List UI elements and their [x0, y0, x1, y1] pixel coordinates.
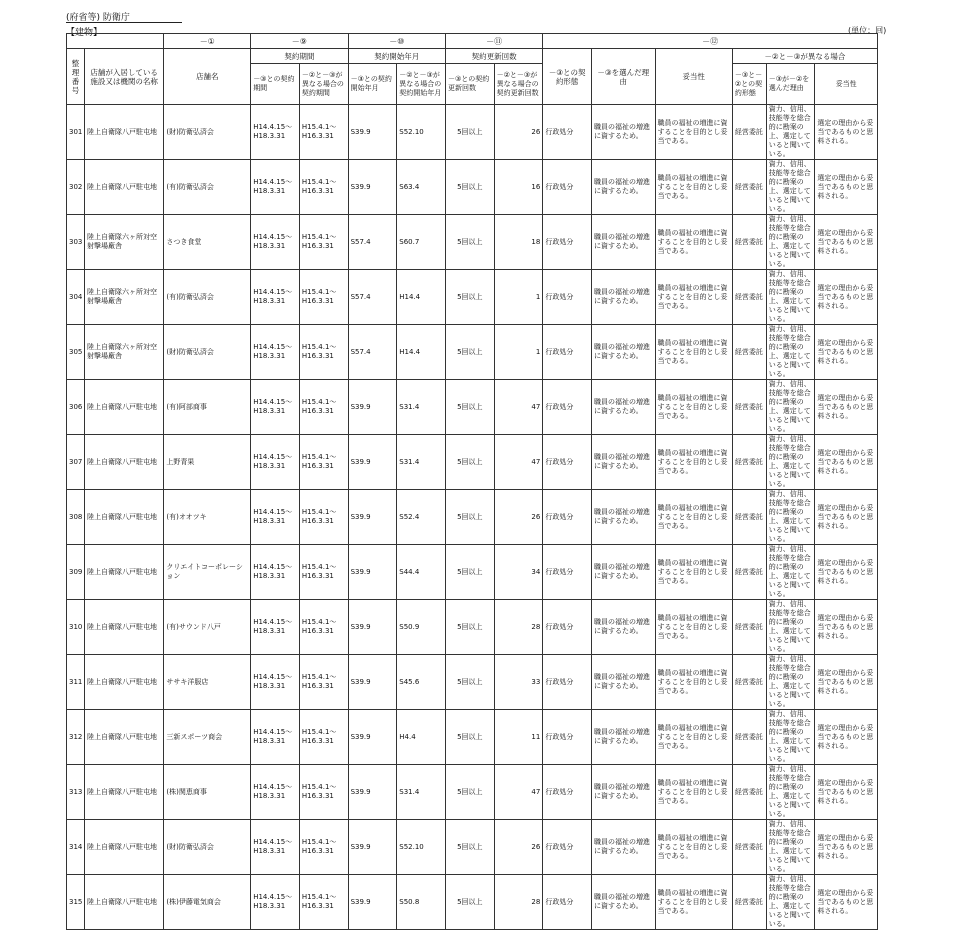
cell-period3: H14.4.15～H18.3.31: [251, 820, 300, 875]
cell-form3: 行政処分: [543, 325, 592, 380]
cell-facility: 陸上自衛隊六ヶ所対空射撃場廠舎: [84, 325, 163, 380]
cell-start3: S39.9: [348, 820, 397, 875]
cell-form2: 経営委託: [732, 105, 766, 160]
cell-period23: H15.4.1～H16.3.31: [299, 820, 348, 875]
cell-form3: 行政処分: [543, 545, 592, 600]
cell-form2: 経営委託: [732, 820, 766, 875]
cell-period3: H14.4.15～H18.3.31: [251, 325, 300, 380]
cell-period23: H15.4.1～H16.3.31: [299, 160, 348, 215]
cell-reason2: 資力、信用、技能等を総合的に勘案の上、選定していると聞いている。: [766, 270, 815, 325]
cell-renew3: 5回以上: [445, 490, 494, 545]
cell-reason2: 資力、信用、技能等を総合的に勘案の上、選定していると聞いている。: [766, 765, 815, 820]
cell-reason3: 職員の福祉の増進に資するため。: [592, 325, 656, 380]
cell-no: 311: [67, 655, 85, 710]
cell-reason3: 職員の福祉の増進に資するため。: [592, 545, 656, 600]
cell-renew3: 5回以上: [445, 160, 494, 215]
cell-period23: H15.4.1～H16.3.31: [299, 600, 348, 655]
cell-no: 315: [67, 875, 85, 930]
cell-renew3: 5回以上: [445, 820, 494, 875]
cell-store: (財)防衛弘済会: [164, 820, 251, 875]
cell-validity: 職員の福祉の増進に資することを目的とし妥当である。: [655, 325, 732, 380]
cell-renew23: 26: [494, 490, 543, 545]
cell-renew3: 5回以上: [445, 545, 494, 600]
header-diff-case: －②と－③が異なる場合: [732, 49, 877, 64]
cell-reason2: 資力、信用、技能等を総合的に勘案の上、選定していると聞いている。: [766, 545, 815, 600]
cell-period3: H14.4.15～H18.3.31: [251, 270, 300, 325]
cell-store: (株)関恵商事: [164, 765, 251, 820]
cell-validity2: 選定の理由から妥当であるものと思料される。: [815, 270, 878, 325]
cell-form2: 経営委託: [732, 710, 766, 765]
cell-reason3: 職員の福祉の増進に資するため。: [592, 655, 656, 710]
cell-reason3: 職員の福祉の増進に資するため。: [592, 380, 656, 435]
contracts-table: [66, 33, 878, 930]
cell-facility: 陸上自衛隊八戸駐屯地: [84, 600, 163, 655]
cell-renew23: 47: [494, 765, 543, 820]
cell-form3: 行政処分: [543, 105, 592, 160]
cell-validity: 職員の福祉の増進に資することを目的とし妥当である。: [655, 105, 732, 160]
cell-form3: 行政処分: [543, 600, 592, 655]
cell-form3: 行政処分: [543, 270, 592, 325]
cell-renew3: 5回以上: [445, 710, 494, 765]
header-store: 店舗名: [164, 49, 251, 105]
cell-renew23: 47: [494, 435, 543, 490]
cell-no: 304: [67, 270, 85, 325]
cell-renew23: 16: [494, 160, 543, 215]
header-facility: 店舗が入居している施設又は機関の名称: [84, 49, 163, 105]
cell-renew3: 5回以上: [445, 655, 494, 710]
cell-store: (有)オオツキ: [164, 490, 251, 545]
cell-renew3: 5回以上: [445, 765, 494, 820]
cell-start3: S39.9: [348, 655, 397, 710]
cell-period3: H14.4.15～H18.3.31: [251, 435, 300, 490]
cell-form3: 行政処分: [543, 820, 592, 875]
cell-period23: H15.4.1～H16.3.31: [299, 655, 348, 710]
cell-renew23: 28: [494, 875, 543, 930]
cell-facility: 陸上自衛隊八戸駐屯地: [84, 710, 163, 765]
cell-period23: H15.4.1～H16.3.31: [299, 545, 348, 600]
cell-validity: 職員の福祉の増進に資することを目的とし妥当である。: [655, 710, 732, 765]
cell-reason2: 資力、信用、技能等を総合的に勘案の上、選定していると聞いている。: [766, 380, 815, 435]
cell-start23: H14.4: [397, 325, 446, 380]
table-row: [67, 160, 878, 215]
cell-store: (財)防衛弘済会: [164, 105, 251, 160]
cell-facility: 陸上自衛隊八戸駐屯地: [84, 875, 163, 930]
header-row-groups: [67, 34, 878, 49]
cell-store: 上野青果: [164, 435, 251, 490]
cell-reason3: 職員の福祉の増進に資するため。: [592, 490, 656, 545]
cell-validity: 職員の福祉の増進に資することを目的とし妥当である。: [655, 160, 732, 215]
cell-store: さつき食堂: [164, 215, 251, 270]
cell-start3: S39.9: [348, 765, 397, 820]
cell-start3: S39.9: [348, 490, 397, 545]
cell-renew3: 5回以上: [445, 105, 494, 160]
cell-no: 313: [67, 765, 85, 820]
header-contract-start: 契約開始年月: [348, 49, 445, 64]
cell-start23: S31.4: [397, 380, 446, 435]
cell-start3: S39.9: [348, 435, 397, 490]
cell-validity: 職員の福祉の増進に資することを目的とし妥当である。: [655, 765, 732, 820]
cell-validity: 職員の福祉の増進に資することを目的とし妥当である。: [655, 380, 732, 435]
cell-reason2: 資力、信用、技能等を総合的に勘案の上、選定していると聞いている。: [766, 655, 815, 710]
cell-no: 306: [67, 380, 85, 435]
cell-form3: 行政処分: [543, 655, 592, 710]
header-group-11: －⑪: [445, 34, 542, 49]
cell-period23: H15.4.1～H16.3.31: [299, 380, 348, 435]
cell-period3: H14.4.15～H18.3.31: [251, 105, 300, 160]
cell-period23: H15.4.1～H16.3.31: [299, 710, 348, 765]
cell-reason3: 職員の福祉の増進に資するため。: [592, 710, 656, 765]
cell-renew3: 5回以上: [445, 325, 494, 380]
cell-no: 314: [67, 820, 85, 875]
cell-facility: 陸上自衛隊八戸駐屯地: [84, 380, 163, 435]
cell-validity2: 選定の理由から妥当であるものと思料される。: [815, 105, 878, 160]
table-row: [67, 435, 878, 490]
cell-reason2: 資力、信用、技能等を総合的に勘案の上、選定していると聞いている。: [766, 325, 815, 380]
cell-reason3: 職員の福祉の増進に資するため。: [592, 435, 656, 490]
table-row: [67, 490, 878, 545]
table-row: [67, 270, 878, 325]
cell-form2: 経営委託: [732, 325, 766, 380]
cell-renew3: 5回以上: [445, 380, 494, 435]
cell-facility: 陸上自衛隊八戸駐屯地: [84, 490, 163, 545]
cell-validity2: 選定の理由から妥当であるものと思料される。: [815, 160, 878, 215]
cell-start3: S39.9: [348, 710, 397, 765]
cell-validity: 職員の福祉の増進に資することを目的とし妥当である。: [655, 600, 732, 655]
cell-reason2: 資力、信用、技能等を総合的に勘案の上、選定していると聞いている。: [766, 710, 815, 765]
cell-renew3: 5回以上: [445, 270, 494, 325]
cell-start23: S63.4: [397, 160, 446, 215]
cell-reason3: 職員の福祉の増進に資するため。: [592, 820, 656, 875]
cell-period3: H14.4.15～H18.3.31: [251, 765, 300, 820]
cell-form2: 経営委託: [732, 490, 766, 545]
cell-start3: S39.9: [348, 160, 397, 215]
cell-period23: H15.4.1～H16.3.31: [299, 215, 348, 270]
cell-facility: 陸上自衛隊八戸駐屯地: [84, 435, 163, 490]
cell-period3: H14.4.15～H18.3.31: [251, 215, 300, 270]
cell-period23: H15.4.1～H16.3.31: [299, 435, 348, 490]
cell-no: 310: [67, 600, 85, 655]
cell-reason3: 職員の福祉の増進に資するため。: [592, 160, 656, 215]
header-blank: [67, 34, 164, 49]
cell-validity2: 選定の理由から妥当であるものと思料される。: [815, 765, 878, 820]
cell-validity: 職員の福祉の増進に資することを目的とし妥当である。: [655, 655, 732, 710]
cell-start3: S39.9: [348, 380, 397, 435]
cell-start3: S39.9: [348, 105, 397, 160]
cell-validity2: 選定の理由から妥当であるものと思料される。: [815, 655, 878, 710]
cell-validity2: 選定の理由から妥当であるものと思料される。: [815, 215, 878, 270]
header-c3-renew: －③との契約更新回数: [445, 64, 494, 105]
cell-form3: 行政処分: [543, 875, 592, 930]
cell-validity2: 選定の理由から妥当であるものと思料される。: [815, 325, 878, 380]
cell-validity: 職員の福祉の増進に資することを目的とし妥当である。: [655, 435, 732, 490]
cell-validity2: 選定の理由から妥当であるものと思料される。: [815, 490, 878, 545]
cell-start23: S50.8: [397, 875, 446, 930]
cell-form3: 行政処分: [543, 710, 592, 765]
cell-no: 308: [67, 490, 85, 545]
cell-period3: H14.4.15～H18.3.31: [251, 545, 300, 600]
cell-period23: H15.4.1～H16.3.31: [299, 490, 348, 545]
cell-reason3: 職員の福祉の増進に資するため。: [592, 215, 656, 270]
cell-start23: S50.9: [397, 600, 446, 655]
cell-form2: 経営委託: [732, 655, 766, 710]
header-c3-start: －③との契約開始年月: [348, 64, 397, 105]
cell-no: 309: [67, 545, 85, 600]
cell-store: クリエイトコーポレーション: [164, 545, 251, 600]
cell-form2: 経営委託: [732, 435, 766, 490]
cell-form2: 経営委託: [732, 765, 766, 820]
cell-validity: 職員の福祉の増進に資することを目的とし妥当である。: [655, 545, 732, 600]
cell-store: (有)防衛弘済会: [164, 160, 251, 215]
cell-reason3: 職員の福祉の増進に資するため。: [592, 765, 656, 820]
header-c3-period: －③との契約期間: [251, 64, 300, 105]
cell-reason2: 資力、信用、技能等を総合的に勘案の上、選定していると聞いている。: [766, 600, 815, 655]
cell-form3: 行政処分: [543, 160, 592, 215]
cell-store: ササキ洋服店: [164, 655, 251, 710]
cell-store: (財)防衛弘済会: [164, 325, 251, 380]
cell-renew3: 5回以上: [445, 600, 494, 655]
cell-renew23: 33: [494, 655, 543, 710]
header-group-1: －①: [164, 34, 251, 49]
header-form2: －③と－②との契約形態: [732, 64, 766, 105]
table-row: [67, 325, 878, 380]
table-row: [67, 600, 878, 655]
cell-renew3: 5回以上: [445, 435, 494, 490]
cell-reason3: 職員の福祉の増進に資するため。: [592, 600, 656, 655]
category-label: 【建物】: [66, 28, 103, 38]
cell-renew23: 1: [494, 270, 543, 325]
cell-start23: S52.10: [397, 105, 446, 160]
cell-period3: H14.4.15～H18.3.31: [251, 160, 300, 215]
cell-renew23: 18: [494, 215, 543, 270]
cell-validity2: 選定の理由から妥当であるものと思料される。: [815, 435, 878, 490]
cell-period3: H14.4.15～H18.3.31: [251, 875, 300, 930]
cell-facility: 陸上自衛隊八戸駐屯地: [84, 545, 163, 600]
cell-facility: 陸上自衛隊八戸駐屯地: [84, 160, 163, 215]
cell-start23: S31.4: [397, 765, 446, 820]
cell-period23: H15.4.1～H16.3.31: [299, 270, 348, 325]
cell-period3: H14.4.15～H18.3.31: [251, 600, 300, 655]
cell-start23: S31.4: [397, 435, 446, 490]
cell-reason3: 職員の福祉の増進に資するため。: [592, 105, 656, 160]
cell-reason2: 資力、信用、技能等を総合的に勘案の上、選定していると聞いている。: [766, 215, 815, 270]
cell-store: (株)伊藤電気商会: [164, 875, 251, 930]
cell-form2: 経営委託: [732, 270, 766, 325]
cell-no: 301: [67, 105, 85, 160]
cell-form2: 経営委託: [732, 215, 766, 270]
header-validity: 妥当性: [655, 49, 732, 105]
cell-period3: H14.4.15～H18.3.31: [251, 490, 300, 545]
cell-validity: 職員の福祉の増進に資することを目的とし妥当である。: [655, 270, 732, 325]
cell-start3: S57.4: [348, 270, 397, 325]
cell-period3: H14.4.15～H18.3.31: [251, 380, 300, 435]
header-group-9: －⑨: [251, 34, 348, 49]
cell-facility: 陸上自衛隊六ヶ所対空射撃場廠舎: [84, 270, 163, 325]
cell-period23: H15.4.1～H16.3.31: [299, 325, 348, 380]
cell-form2: 経営委託: [732, 160, 766, 215]
cell-form2: 経営委託: [732, 380, 766, 435]
cell-reason2: 資力、信用、技能等を総合的に勘案の上、選定していると聞いている。: [766, 435, 815, 490]
cell-facility: 陸上自衛隊八戸駐屯地: [84, 655, 163, 710]
table-row: [67, 875, 878, 930]
cell-validity: 職員の福祉の増進に資することを目的とし妥当である。: [655, 820, 732, 875]
header-c23-start: －②と－③が異なる場合の契約開始年月: [397, 64, 446, 105]
cell-store: 三新スポーツ商会: [164, 710, 251, 765]
cell-no: 303: [67, 215, 85, 270]
table-row: [67, 105, 878, 160]
header-renewal-count: 契約更新回数: [445, 49, 542, 64]
cell-store: (有)阿部商事: [164, 380, 251, 435]
table-row: [67, 765, 878, 820]
cell-validity2: 選定の理由から妥当であるものと思料される。: [815, 875, 878, 930]
cell-reason2: 資力、信用、技能等を総合的に勘案の上、選定していると聞いている。: [766, 820, 815, 875]
cell-start3: S39.9: [348, 600, 397, 655]
cell-start3: S39.9: [348, 545, 397, 600]
cell-reason3: 職員の福祉の増進に資するため。: [592, 875, 656, 930]
cell-period23: H15.4.1～H16.3.31: [299, 105, 348, 160]
cell-reason2: 資力、信用、技能等を総合的に勘案の上、選定していると聞いている。: [766, 160, 815, 215]
header-validity2: 妥当性: [815, 64, 878, 105]
cell-form2: 経営委託: [732, 545, 766, 600]
cell-no: 307: [67, 435, 85, 490]
cell-store: (有)防衛弘済会: [164, 270, 251, 325]
cell-validity: 職員の福祉の増進に資することを目的とし妥当である。: [655, 875, 732, 930]
header-c23-period: －②と－③が異なる場合の契約期間: [299, 64, 348, 105]
cell-facility: 陸上自衛隊八戸駐屯地: [84, 820, 163, 875]
table-row: [67, 710, 878, 765]
cell-renew23: 28: [494, 600, 543, 655]
cell-start23: S52.10: [397, 820, 446, 875]
cell-reason2: 資力、信用、技能等を総合的に勘案の上、選定していると聞いている。: [766, 490, 815, 545]
header-reason2: －③が－②を選んだ理由: [766, 64, 815, 105]
cell-start23: S44.4: [397, 545, 446, 600]
cell-validity2: 選定の理由から妥当であるものと思料される。: [815, 710, 878, 765]
cell-start3: S57.4: [348, 325, 397, 380]
cell-facility: 陸上自衛隊六ヶ所対空射撃場廠舎: [84, 215, 163, 270]
header-reason3: －③を選んだ理由: [592, 49, 656, 105]
cell-start3: S39.9: [348, 875, 397, 930]
unit-label: (単位：回): [848, 26, 887, 35]
cell-form3: 行政処分: [543, 380, 592, 435]
cell-renew3: 5回以上: [445, 215, 494, 270]
header-c23-renew: －②と－③が異なる場合の契約更新回数: [494, 64, 543, 105]
cell-store: (有)サウンド八戸: [164, 600, 251, 655]
cell-period23: H15.4.1～H16.3.31: [299, 765, 348, 820]
cell-validity: 職員の福祉の増進に資することを目的とし妥当である。: [655, 490, 732, 545]
cell-form3: 行政処分: [543, 765, 592, 820]
cell-start23: S45.6: [397, 655, 446, 710]
header-contract-period: 契約期間: [251, 49, 348, 64]
table-row: [67, 215, 878, 270]
cell-facility: 陸上自衛隊八戸駐屯地: [84, 105, 163, 160]
cell-renew23: 47: [494, 380, 543, 435]
cell-renew23: 1: [494, 325, 543, 380]
cell-validity2: 選定の理由から妥当であるものと思料される。: [815, 820, 878, 875]
table-row: [67, 380, 878, 435]
cell-validity2: 選定の理由から妥当であるものと思料される。: [815, 380, 878, 435]
ministry-label: (府省等) 防衛庁: [66, 13, 130, 23]
cell-start23: H4.4: [397, 710, 446, 765]
cell-reason2: 資力、信用、技能等を総合的に勘案の上、選定していると聞いている。: [766, 105, 815, 160]
cell-renew3: 5回以上: [445, 875, 494, 930]
table-row: [67, 655, 878, 710]
cell-no: 302: [67, 160, 85, 215]
cell-period3: H14.4.15～H18.3.31: [251, 710, 300, 765]
header-row-sub: [67, 49, 878, 64]
cell-renew23: 26: [494, 820, 543, 875]
cell-validity2: 選定の理由から妥当であるものと思料される。: [815, 545, 878, 600]
cell-start23: S60.7: [397, 215, 446, 270]
cell-reason3: 職員の福祉の増進に資するため。: [592, 270, 656, 325]
table-row: [67, 545, 878, 600]
cell-validity2: 選定の理由から妥当であるものと思料される。: [815, 600, 878, 655]
cell-form3: 行政処分: [543, 435, 592, 490]
cell-form3: 行政処分: [543, 490, 592, 545]
cell-validity: 職員の福祉の増進に資することを目的とし妥当である。: [655, 215, 732, 270]
cell-reason2: 資力、信用、技能等を総合的に勘案の上、選定していると聞いている。: [766, 875, 815, 930]
cell-facility: 陸上自衛隊八戸駐屯地: [84, 765, 163, 820]
cell-form2: 経営委託: [732, 875, 766, 930]
table-row: [67, 820, 878, 875]
cell-period3: H14.4.15～H18.3.31: [251, 655, 300, 710]
cell-renew23: 26: [494, 105, 543, 160]
header-no: 整理番号: [67, 49, 85, 105]
cell-period23: H15.4.1～H16.3.31: [299, 875, 348, 930]
table-body: [67, 105, 878, 930]
header-group-12: －⑫: [543, 34, 878, 49]
cell-start23: H14.4: [397, 270, 446, 325]
ministry-underline: [66, 22, 182, 23]
cell-start3: S57.4: [348, 215, 397, 270]
cell-renew23: 34: [494, 545, 543, 600]
cell-form3: 行政処分: [543, 215, 592, 270]
header-group-10: －⑩: [348, 34, 445, 49]
cell-no: 305: [67, 325, 85, 380]
cell-renew23: 11: [494, 710, 543, 765]
header-c3-form: －③との契約形態: [543, 49, 592, 105]
cell-form2: 経営委託: [732, 600, 766, 655]
cell-no: 312: [67, 710, 85, 765]
cell-start23: S52.4: [397, 490, 446, 545]
